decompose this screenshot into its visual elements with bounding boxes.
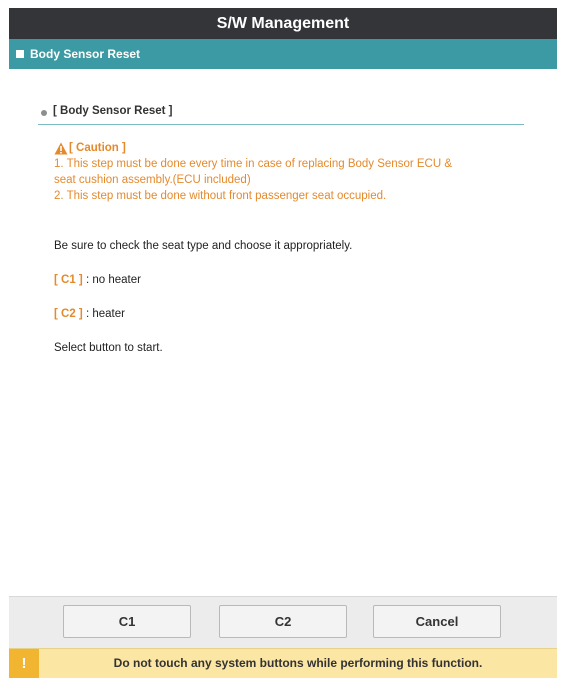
option-c2-desc: : heater <box>82 308 125 320</box>
prompt-text: Select button to start. <box>54 342 163 354</box>
exclamation-icon: ! <box>9 649 39 678</box>
warning-text: Do not touch any system buttons while performing this function. <box>113 656 483 670</box>
caution-title-row <box>54 140 534 156</box>
caution-title: [ Caution ] <box>69 142 126 154</box>
instruction-text: Be sure to check the seat type and choose it appropriately. <box>54 240 353 252</box>
section-header <box>9 39 557 69</box>
option-c2-key: [ C2 ] <box>54 308 83 320</box>
button-bar <box>9 596 557 649</box>
c1-button[interactable]: C1 <box>63 605 191 638</box>
c2-button[interactable]: C2 <box>219 605 347 638</box>
content-heading <box>38 102 524 125</box>
option-c2 <box>54 308 125 320</box>
option-c1-desc: : no heater <box>82 274 141 286</box>
warning-triangle-icon <box>54 142 68 155</box>
option-c1-key: [ C1 ] <box>54 274 83 286</box>
app-window <box>9 8 557 678</box>
caution-line-3: 2. This step must be done without front passenger seat occupied. <box>54 190 387 202</box>
caution-line-2: seat cushion assembly.(ECU included) <box>54 174 251 186</box>
content-area <box>9 69 557 596</box>
option-c1 <box>54 274 141 286</box>
heading-text: [ Body Sensor Reset ] <box>53 105 173 117</box>
warning-bar <box>9 648 557 678</box>
bullet-icon <box>41 110 47 116</box>
caution-block <box>54 140 534 204</box>
section-square-icon <box>16 50 24 58</box>
window-title: S/W Management <box>9 8 557 39</box>
caution-line-1: 1. This step must be done every time in case of replacing Body Sensor ECU & <box>54 158 453 170</box>
cancel-button[interactable]: Cancel <box>373 605 501 638</box>
section-label: Body Sensor Reset <box>30 47 141 61</box>
